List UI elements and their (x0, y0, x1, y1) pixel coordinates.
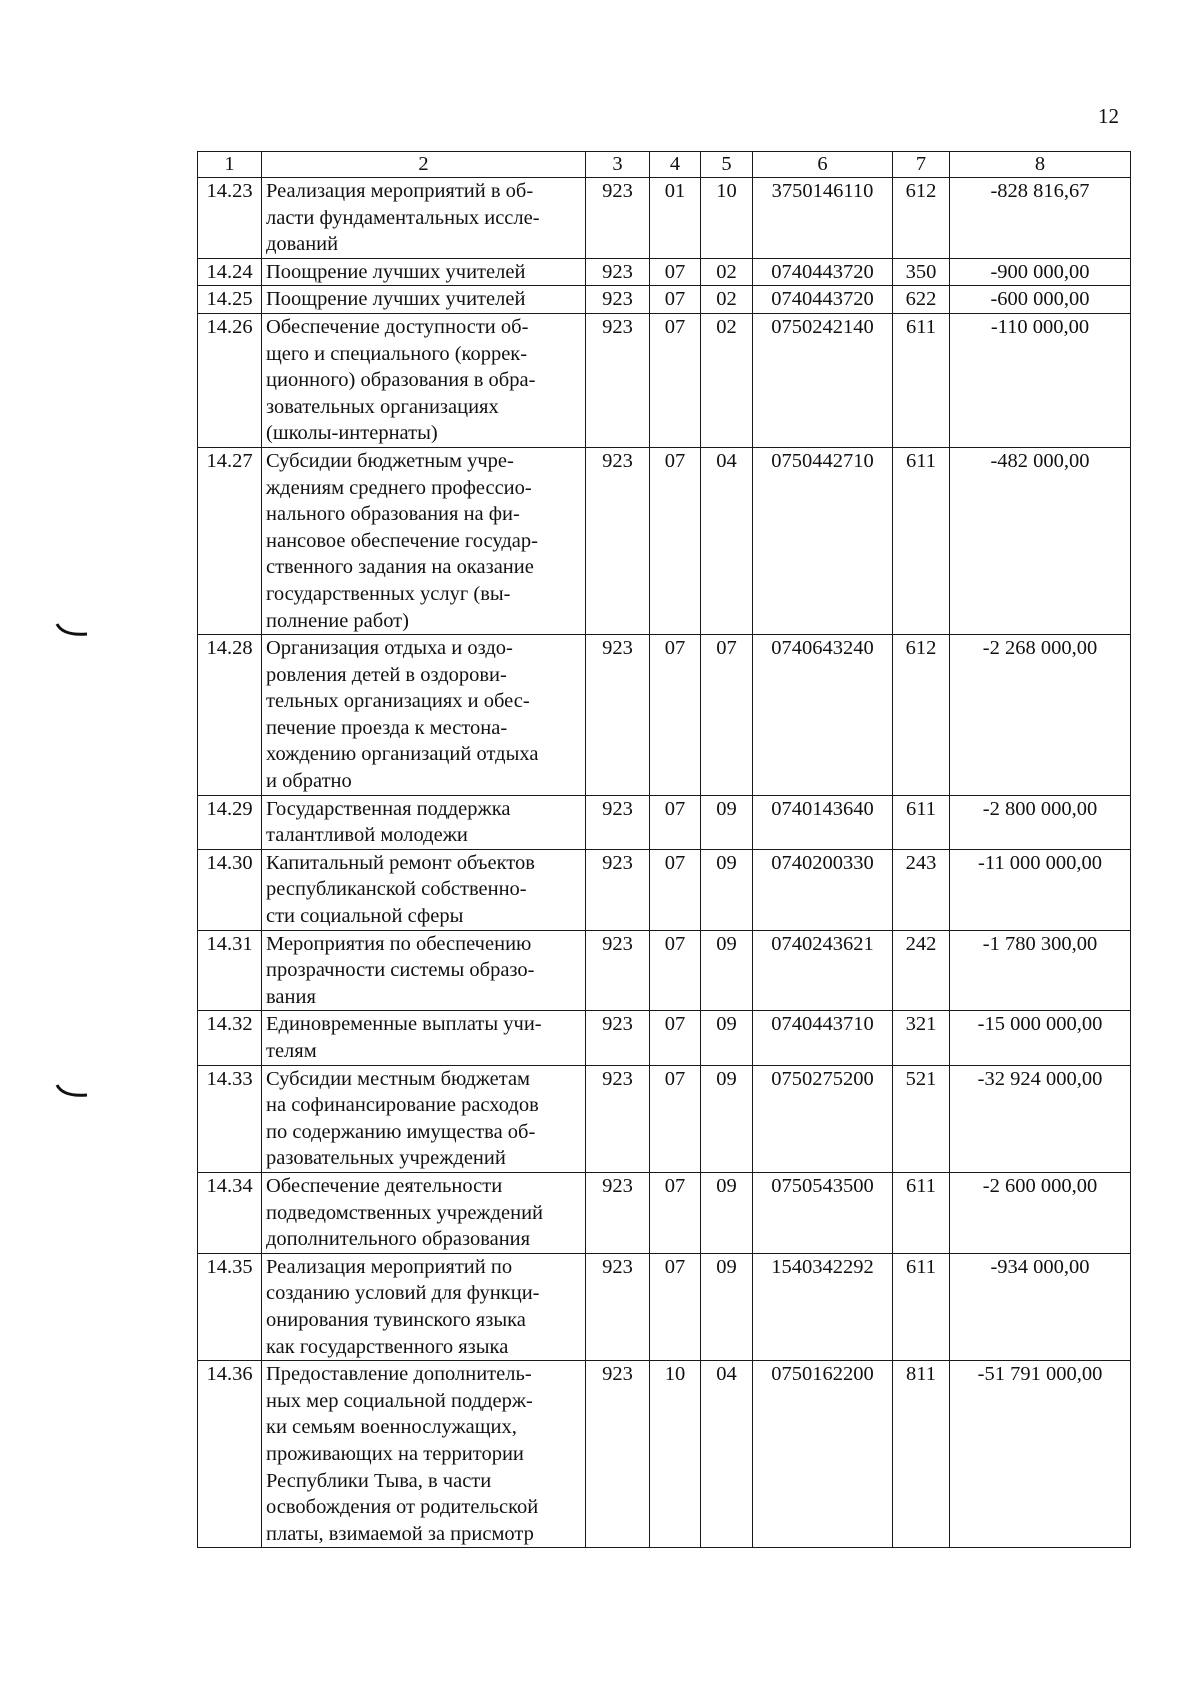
cell-subsection-code: 02 (701, 286, 753, 314)
cell-target-code: 0750442710 (753, 447, 893, 634)
cell-amount: -2 600 000,00 (950, 1172, 1131, 1253)
row-description: Единовременные выплаты учи- телям (262, 1011, 586, 1065)
column-header: 7 (893, 152, 950, 178)
cell-subsection-code: 04 (701, 1361, 753, 1548)
cell-ministry-code: 923 (586, 849, 650, 930)
cell-subsection-code: 09 (701, 795, 753, 849)
row-number: 14.31 (198, 930, 262, 1011)
page-number: 12 (1098, 104, 1119, 128)
table-row (198, 930, 1131, 1011)
row-description: Мероприятия по обеспечению прозрачности системы образо- вания (262, 930, 586, 1011)
cell-amount: -110 000,00 (950, 313, 1131, 447)
row-number: 14.25 (198, 286, 262, 314)
cell-amount: -2 268 000,00 (950, 635, 1131, 796)
cell-expense-type: 350 (893, 258, 950, 286)
table-row (198, 1361, 1131, 1548)
table-row (198, 313, 1131, 447)
row-number: 14.32 (198, 1011, 262, 1065)
cell-section-code: 07 (650, 635, 701, 796)
column-header: 5 (701, 152, 753, 178)
cell-subsection-code: 07 (701, 635, 753, 796)
table-row (198, 258, 1131, 286)
cell-expense-type: 521 (893, 1065, 950, 1172)
row-number: 14.35 (198, 1253, 262, 1360)
cell-amount: -51 791 000,00 (950, 1361, 1131, 1548)
cell-subsection-code: 09 (701, 1172, 753, 1253)
table-row (198, 1011, 1131, 1065)
row-description: Субсидии местным бюджетам на софинансирование расходов по содержанию имущества об- разовательных учреждений (262, 1065, 586, 1172)
cell-section-code: 07 (650, 258, 701, 286)
cell-target-code: 3750146110 (753, 178, 893, 259)
cell-amount: -934 000,00 (950, 1253, 1131, 1360)
table-row (198, 1065, 1131, 1172)
row-number: 14.28 (198, 635, 262, 796)
cell-target-code: 0740443720 (753, 258, 893, 286)
cell-subsection-code: 02 (701, 313, 753, 447)
cell-expense-type: 611 (893, 1172, 950, 1253)
cell-amount: -828 816,67 (950, 178, 1131, 259)
row-number: 14.27 (198, 447, 262, 634)
row-number: 14.29 (198, 795, 262, 849)
cell-ministry-code: 923 (586, 313, 650, 447)
row-number: 14.33 (198, 1065, 262, 1172)
scan-mark (55, 622, 89, 640)
cell-amount: -11 000 000,00 (950, 849, 1131, 930)
row-number: 14.26 (198, 313, 262, 447)
cell-ministry-code: 923 (586, 286, 650, 314)
cell-target-code: 0750543500 (753, 1172, 893, 1253)
cell-expense-type: 811 (893, 1361, 950, 1548)
cell-target-code: 0740243621 (753, 930, 893, 1011)
header-row (198, 152, 1131, 178)
cell-amount: -15 000 000,00 (950, 1011, 1131, 1065)
cell-section-code: 07 (650, 1253, 701, 1360)
row-description: Государственная поддержка талантливой молодежи (262, 795, 586, 849)
cell-subsection-code: 09 (701, 849, 753, 930)
cell-subsection-code: 02 (701, 258, 753, 286)
cell-expense-type: 611 (893, 795, 950, 849)
cell-expense-type: 611 (893, 447, 950, 634)
cell-subsection-code: 09 (701, 1011, 753, 1065)
cell-ministry-code: 923 (586, 930, 650, 1011)
row-description: Предоставление дополнитель- ных мер социальной поддерж- ки семьям военнослужащих, проживающих на территории Республики Тыва, в части освобождения от родительской платы, взимаемой за присмотр (262, 1361, 586, 1548)
row-number: 14.23 (198, 178, 262, 259)
cell-target-code: 0740643240 (753, 635, 893, 796)
cell-ministry-code: 923 (586, 1253, 650, 1360)
column-header: 2 (262, 152, 586, 178)
table-row (198, 1253, 1131, 1360)
cell-target-code: 0750242140 (753, 313, 893, 447)
cell-ministry-code: 923 (586, 795, 650, 849)
cell-section-code: 01 (650, 178, 701, 259)
column-header: 8 (950, 152, 1131, 178)
column-header: 1 (198, 152, 262, 178)
cell-target-code: 0740443710 (753, 1011, 893, 1065)
row-description: Поощрение лучших учителей (262, 258, 586, 286)
row-number: 14.24 (198, 258, 262, 286)
cell-expense-type: 242 (893, 930, 950, 1011)
cell-expense-type: 611 (893, 313, 950, 447)
cell-amount: -600 000,00 (950, 286, 1131, 314)
cell-expense-type: 612 (893, 178, 950, 259)
table-row (198, 286, 1131, 314)
cell-expense-type: 243 (893, 849, 950, 930)
table-row (198, 635, 1131, 796)
cell-section-code: 07 (650, 447, 701, 634)
cell-subsection-code: 09 (701, 930, 753, 1011)
row-description: Субсидии бюджетным учре- ждениям среднего профессио- нального образования на фи- нансовое обеспечение государ- ственного задания на оказание государственных услуг (вы- полнение работ) (262, 447, 586, 634)
table-body (198, 178, 1131, 1548)
row-number: 14.36 (198, 1361, 262, 1548)
scan-mark (55, 1083, 89, 1101)
cell-ministry-code: 923 (586, 1361, 650, 1548)
cell-expense-type: 612 (893, 635, 950, 796)
cell-ministry-code: 923 (586, 258, 650, 286)
row-description: Организация отдыха и оздо- ровления детей в оздорови- тельных организациях и обес- печение проезда к местона- хождению организаций отдыха и обратно (262, 635, 586, 796)
cell-amount: -2 800 000,00 (950, 795, 1131, 849)
cell-section-code: 07 (650, 795, 701, 849)
cell-section-code: 07 (650, 1172, 701, 1253)
cell-ministry-code: 923 (586, 635, 650, 796)
cell-target-code: 0750275200 (753, 1065, 893, 1172)
cell-ministry-code: 923 (586, 178, 650, 259)
row-description: Обеспечение деятельности подведомственных учреждений дополнительного образования (262, 1172, 586, 1253)
row-description: Капитальный ремонт объектов республиканской собственно- сти социальной сферы (262, 849, 586, 930)
cell-ministry-code: 923 (586, 1065, 650, 1172)
row-description: Реализация мероприятий по созданию условий для функци- онирования тувинского языка как государственного языка (262, 1253, 586, 1360)
cell-ministry-code: 923 (586, 1011, 650, 1065)
cell-expense-type: 622 (893, 286, 950, 314)
cell-amount: -32 924 000,00 (950, 1065, 1131, 1172)
cell-subsection-code: 10 (701, 178, 753, 259)
cell-section-code: 07 (650, 1065, 701, 1172)
cell-amount: -1 780 300,00 (950, 930, 1131, 1011)
cell-ministry-code: 923 (586, 447, 650, 634)
cell-section-code: 07 (650, 286, 701, 314)
table-row (198, 795, 1131, 849)
row-description: Обеспечение доступности об- щего и специального (коррек- ционного) образования в обра- зовательных организациях (школы-интернаты) (262, 313, 586, 447)
cell-section-code: 07 (650, 849, 701, 930)
column-header: 6 (753, 152, 893, 178)
column-header: 4 (650, 152, 701, 178)
cell-section-code: 10 (650, 1361, 701, 1548)
cell-section-code: 07 (650, 930, 701, 1011)
cell-ministry-code: 923 (586, 1172, 650, 1253)
row-description: Поощрение лучших учителей (262, 286, 586, 314)
cell-target-code: 1540342292 (753, 1253, 893, 1360)
budget-table (197, 151, 1131, 1548)
cell-amount: -900 000,00 (950, 258, 1131, 286)
cell-subsection-code: 04 (701, 447, 753, 634)
row-description: Реализация мероприятий в об- ласти фундаментальных иссле- дований (262, 178, 586, 259)
cell-target-code: 0740200330 (753, 849, 893, 930)
cell-expense-type: 321 (893, 1011, 950, 1065)
table-row (198, 447, 1131, 634)
cell-target-code: 0740443720 (753, 286, 893, 314)
table-row (198, 1172, 1131, 1253)
cell-section-code: 07 (650, 313, 701, 447)
cell-target-code: 0750162200 (753, 1361, 893, 1548)
column-header: 3 (586, 152, 650, 178)
cell-subsection-code: 09 (701, 1065, 753, 1172)
cell-expense-type: 611 (893, 1253, 950, 1360)
row-number: 14.30 (198, 849, 262, 930)
table-row (198, 849, 1131, 930)
table-row (198, 178, 1131, 259)
cell-amount: -482 000,00 (950, 447, 1131, 634)
cell-target-code: 0740143640 (753, 795, 893, 849)
cell-subsection-code: 09 (701, 1253, 753, 1360)
row-number: 14.34 (198, 1172, 262, 1253)
cell-section-code: 07 (650, 1011, 701, 1065)
